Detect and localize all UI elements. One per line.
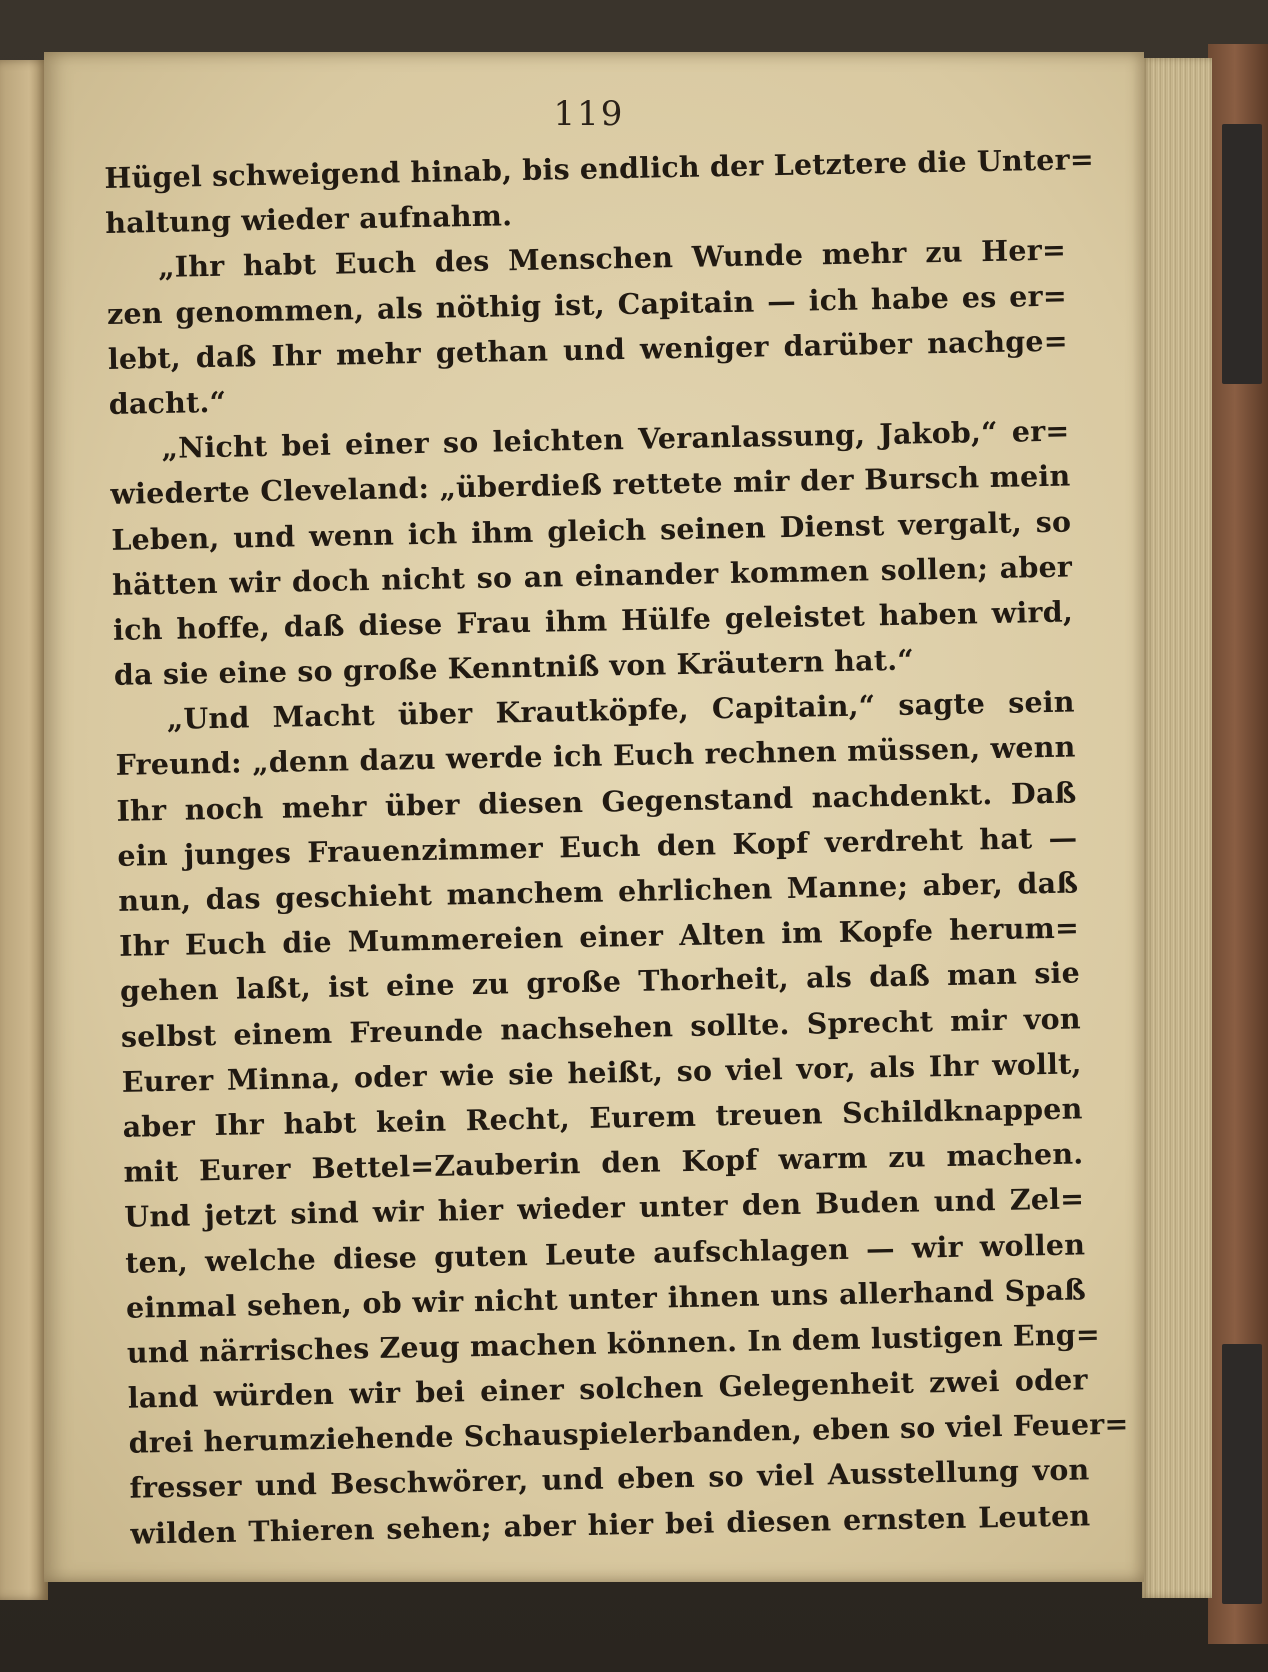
text-line: land würden wir bei einer solchen Gelegenheit zwei oder [127, 1362, 1088, 1415]
text-line: hätten wir doch nicht so an einander kommen sollen; aber [111, 549, 1073, 602]
text-line: Und jetzt sind wir hier wieder unter den Buden und Zel= [124, 1181, 1085, 1235]
text-line: „Und Macht über Krautköpfe, Capitain,“ sagte sein [166, 684, 1075, 737]
cover-patch-bottom [1222, 1344, 1262, 1604]
page-number: 119 [553, 94, 625, 134]
text-line: Leben, und wenn ich ihm gleich seinen Dienst vergalt, so [111, 504, 1072, 557]
text-line: ten, welche diese guten Leute aufschlagen — wir wollen [124, 1226, 1086, 1280]
text-line: gehen laßt, ist eine zu große Thorheit, als daß man sie [119, 955, 1081, 1009]
text-line: mit Eurer Bettel=Zauberin den Kopf warm zu machen. [123, 1136, 1084, 1189]
text-line: „Nicht bei einer so leichten Veranlassung, Jakob,“ er= [161, 413, 1070, 466]
text-line: wilden Thieren sehen; aber hier bei diesen ernsten Leuten [130, 1497, 1091, 1551]
text-line: ein junges Frauenzimmer Euch den Kopf verdreht hat — [117, 820, 1078, 873]
text-line: „Ihr habt Euch des Menschen Wunde mehr zu Her= [157, 232, 1067, 285]
book-page [44, 52, 1144, 1582]
text-line: zen genommen, als nöthig ist, Capitain — ich habe es er= [106, 278, 1068, 331]
text-line: da sie eine so große Kenntniß von Kräutern hat.“ [113, 642, 915, 692]
book-cover [1208, 44, 1268, 1644]
page-text [104, 138, 1129, 1557]
page-stack-edge [1142, 58, 1212, 1598]
text-line: drei herumziehende Schauspielerbanden, eben so viel Feuer= [128, 1406, 1129, 1461]
text-line: wiederte Cleveland: „überdieß rettete mir der Bursch mein [110, 458, 1071, 512]
text-line: Eurer Minna, oder wie sie heißt, so viel vor, als Ihr wollt, [121, 1046, 1082, 1099]
cover-patch-top [1222, 124, 1262, 384]
text-line: Ihr noch mehr über diesen Gegenstand nachdenkt. Daß [116, 775, 1077, 828]
text-line: lebt, daß Ihr mehr gethan und weniger darüber nachge= [107, 323, 1069, 376]
text-line: Hügel schweigend hinab, bis endlich der Letztere die Unter= [104, 142, 1095, 195]
text-line: nun, das geschieht manchem ehrlichen Manne; aber, daß [117, 865, 1079, 918]
text-line: Ihr Euch die Mummereien einer Alten im Kopfe herum= [118, 910, 1080, 964]
text-line: haltung wieder aufnahm. [104, 198, 513, 241]
left-page-edge [0, 60, 48, 1600]
text-line: selbst einem Freunde nachsehen sollte. Sprecht mir von [120, 1000, 1082, 1054]
text-line: und närrisches Zeug machen können. In dem lustigen Eng= [126, 1316, 1101, 1370]
text-line: aber Ihr habt kein Recht, Eurem treuen Schildknappen [122, 1091, 1083, 1144]
text-line: ich hoffe, daß diese Frau ihm Hülfe geleistet haben wird, [112, 594, 1074, 647]
text-line: Freund: „denn dazu werde ich Euch rechnen müssen, wenn [115, 729, 1076, 783]
text-line: dacht.“ [108, 384, 227, 421]
text-line: fresser und Beschwörer, und eben so viel Ausstellung von [129, 1452, 1090, 1506]
text-line: einmal sehen, ob wir nicht unter ihnen uns allerhand Spaß [125, 1272, 1087, 1325]
